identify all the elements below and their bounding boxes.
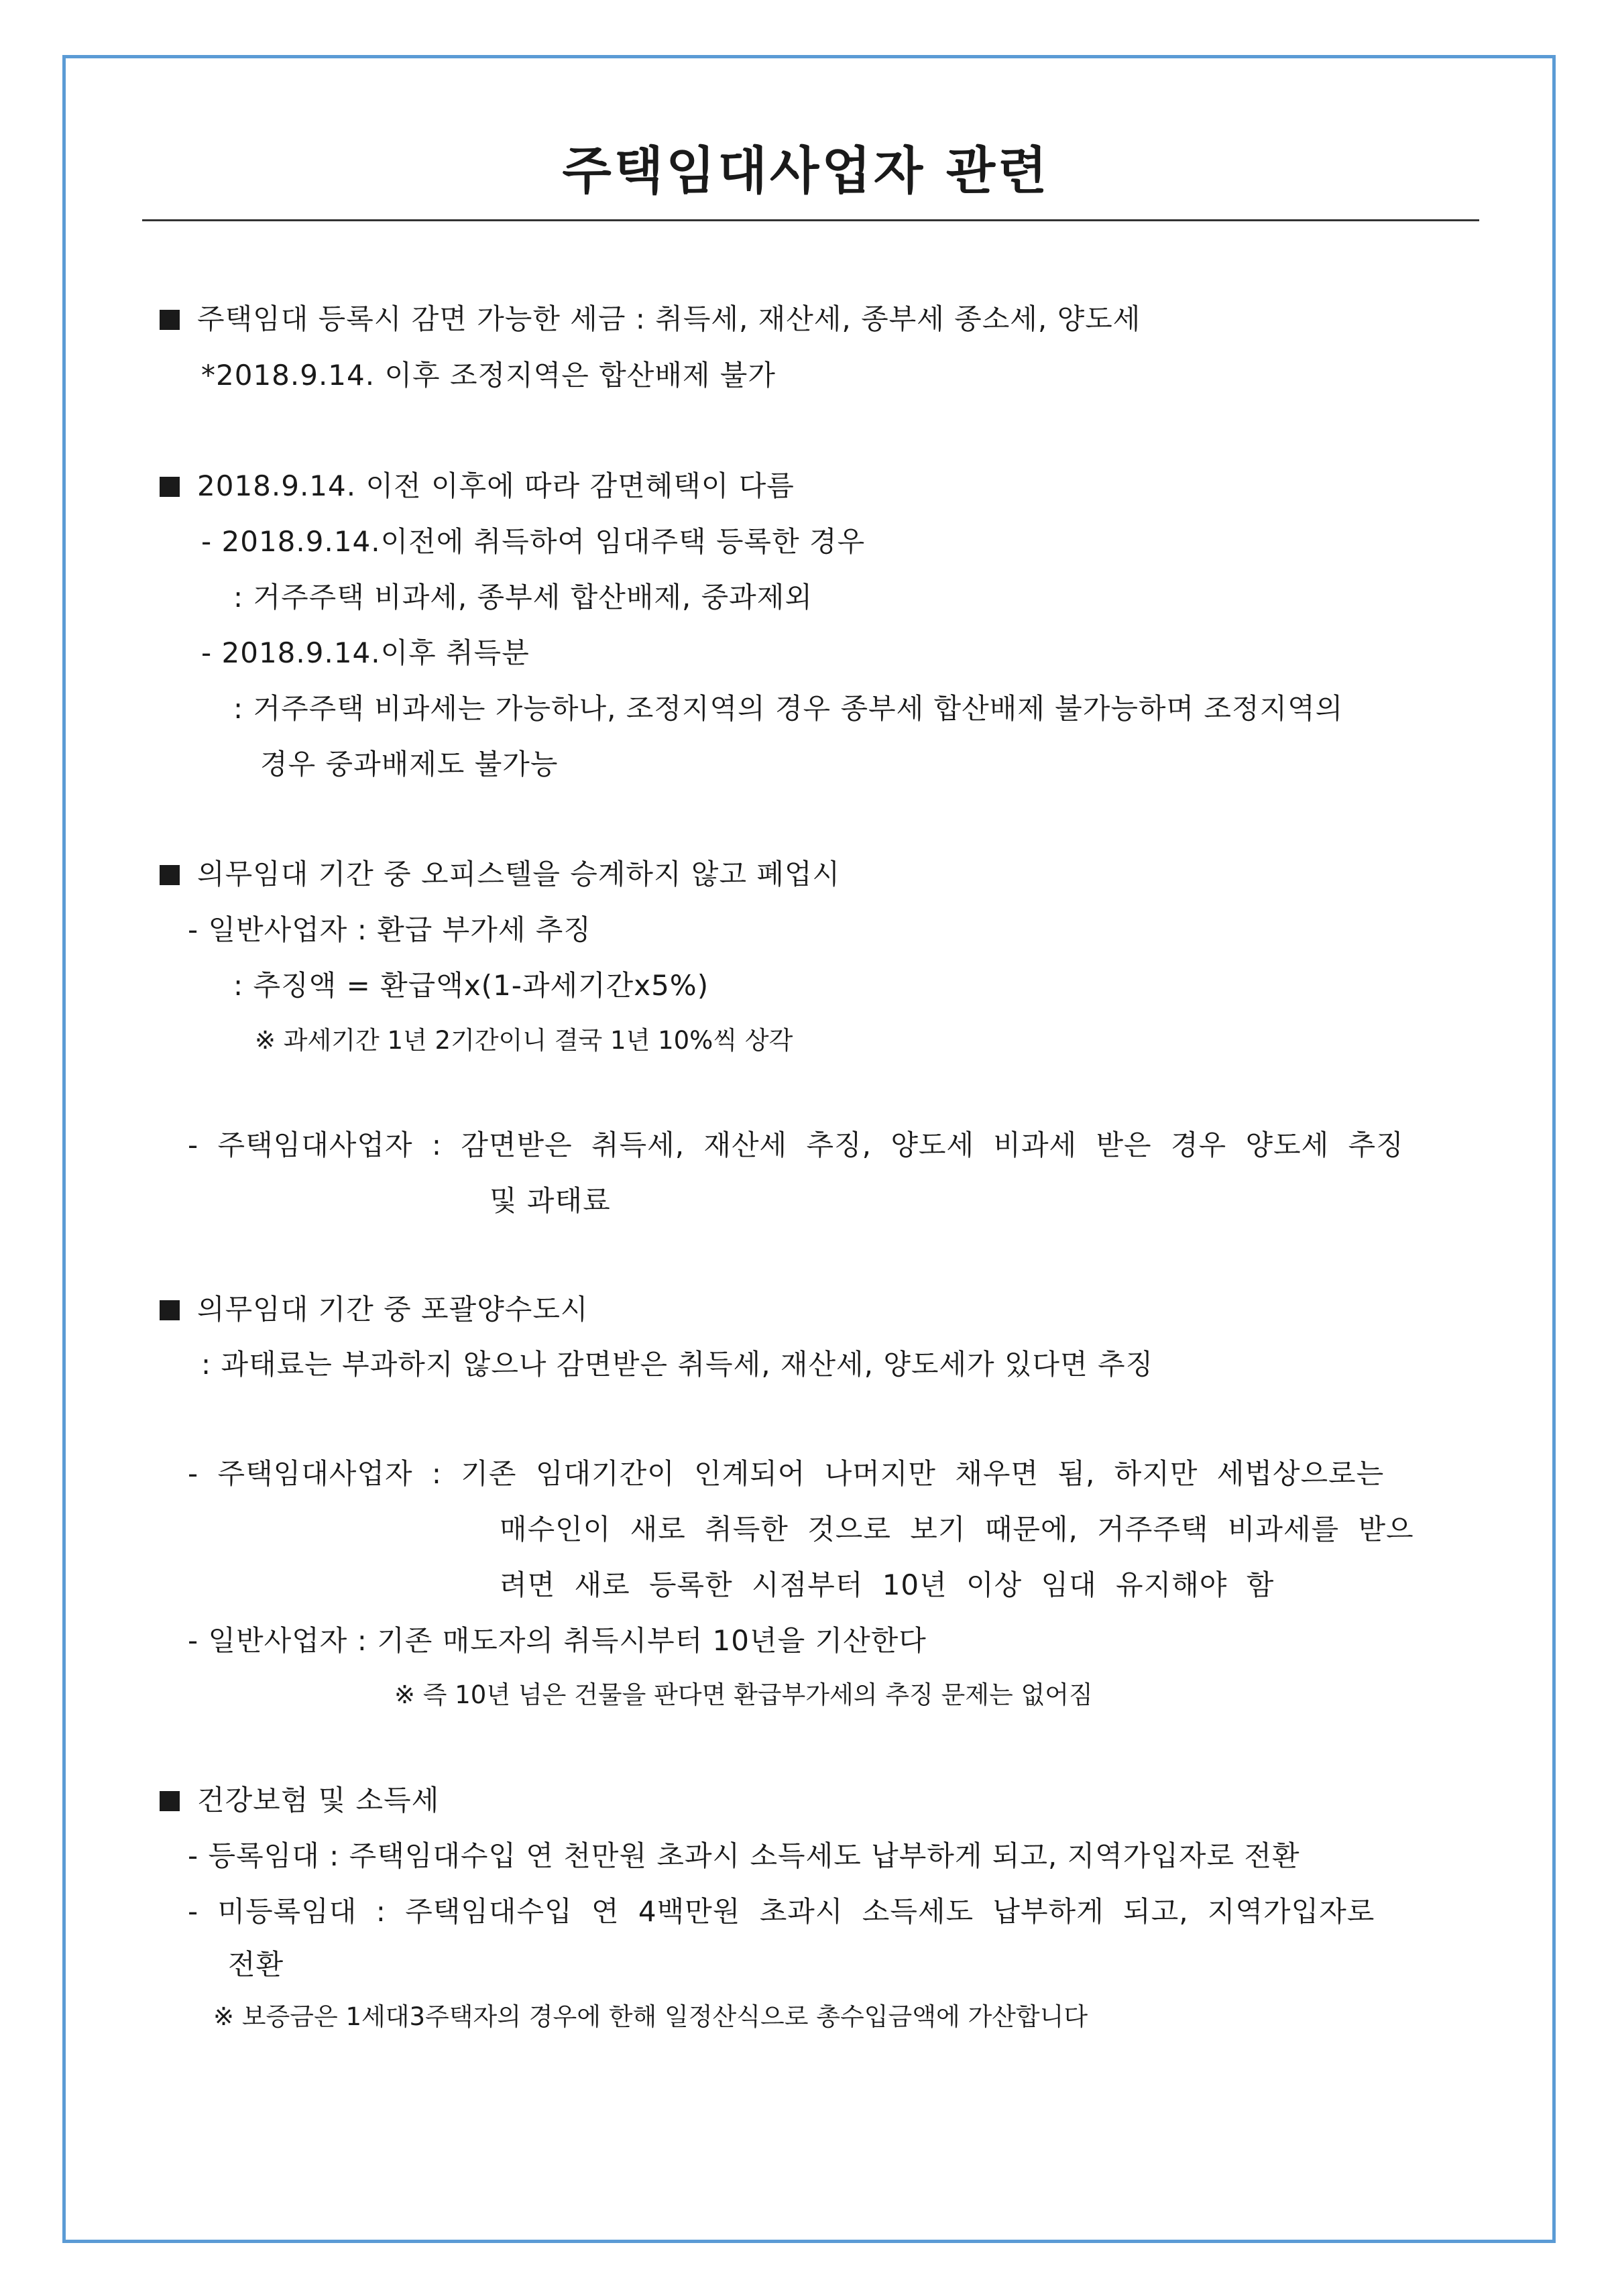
section-4-line-1: : 과태료는 부과하지 않으나 감면받은 취득세, 재산세, 양도세가 있다면 추징 bbox=[201, 1348, 1154, 1381]
section-5-note: ※ 보증금은 1세대3주택자의 경우에 한해 일정산식으로 총수입금액에 가산합니다 bbox=[213, 2002, 1088, 2031]
section-3-line-5: 및 과태료 bbox=[490, 1184, 611, 1217]
section-5-heading: 건강보험 및 소득세 bbox=[160, 1782, 439, 1819]
square-bullet-icon bbox=[160, 1791, 180, 1811]
section-2-line-1: - 2018.9.14.이전에 취득하여 임대주택 등록한 경우 bbox=[201, 525, 866, 558]
section-5-line-2: - 미등록임대 : 주택임대수입 연 4백만원 초과시 소득세도 납부하게 되고, 지역가입자로 bbox=[188, 1895, 1375, 1928]
section-4-note: ※ 즉 10년 넘은 건물을 판다면 환급부가세의 추징 문제는 없어짐 bbox=[394, 1680, 1093, 1709]
section-4-line-2: - 주택임대사업자 : 기존 임대기간이 인계되어 나머지만 채우면 됨, 하지만 세법상으로는 bbox=[188, 1457, 1385, 1490]
section-5-line-3: 전환 bbox=[228, 1948, 284, 1981]
square-bullet-icon bbox=[160, 1300, 180, 1320]
section-4-line-5: - 일반사업자 : 기존 매도자의 취득시부터 10년을 기산한다 bbox=[188, 1624, 927, 1657]
section-2-line-5: 경우 중과배제도 불가능 bbox=[260, 748, 559, 781]
section-4-heading: 의무임대 기간 중 포괄양수도시 bbox=[160, 1291, 589, 1328]
section-3-line-4: - 주택임대사업자 : 감면받은 취득세, 재산세 추징, 양도세 비과세 받은 경우 양도세 추징 bbox=[188, 1129, 1404, 1161]
section-4-line-4: 려면 새로 등록한 시점부터 10년 이상 임대 유지해야 함 bbox=[500, 1568, 1275, 1601]
section-1-line-1: *2018.9.14. 이후 조정지역은 합산배제 불가 bbox=[201, 359, 776, 392]
section-3-note: ※ 과세기간 1년 2기간이니 결국 1년 10%씩 상각 bbox=[255, 1026, 793, 1055]
section-2-heading: 2018.9.14. 이전 이후에 따라 감면혜택이 다름 bbox=[160, 467, 795, 505]
section-1-heading: 주택임대 등록시 감면 가능한 세금 : 취득세, 재산세, 종부세 종소세, 양도세 bbox=[160, 300, 1141, 338]
section-3-line-1: - 일반사업자 : 환급 부가세 추징 bbox=[188, 913, 591, 946]
section-3-heading: 의무임대 기간 중 오피스텔을 승계하지 않고 폐업시 bbox=[160, 856, 840, 893]
square-bullet-icon bbox=[160, 477, 180, 497]
section-2-line-2: : 거주주택 비과세, 종부세 합산배제, 중과제외 bbox=[233, 581, 813, 614]
section-2-line-4: : 거주주택 비과세는 가능하나, 조정지역의 경우 종부세 합산배제 불가능하며 조정지역의 bbox=[233, 692, 1344, 725]
square-bullet-icon bbox=[160, 310, 180, 330]
title-underline bbox=[142, 219, 1479, 221]
section-2-line-3: - 2018.9.14.이후 취득분 bbox=[201, 636, 530, 669]
section-3-line-2: : 추징액 = 환급액x(1-과세기간x5%) bbox=[233, 969, 709, 1002]
section-5-line-1: - 등록임대 : 주택임대수입 연 천만원 초과시 소득세도 납부하게 되고, 지역가입자로 전환 bbox=[188, 1839, 1300, 1872]
square-bullet-icon bbox=[160, 865, 180, 885]
page-title: 주택임대사업자 관련 bbox=[562, 141, 1050, 200]
section-4-line-3: 매수인이 새로 취득한 것으로 보기 때문에, 거주주택 비과세를 받으 bbox=[500, 1513, 1414, 1546]
